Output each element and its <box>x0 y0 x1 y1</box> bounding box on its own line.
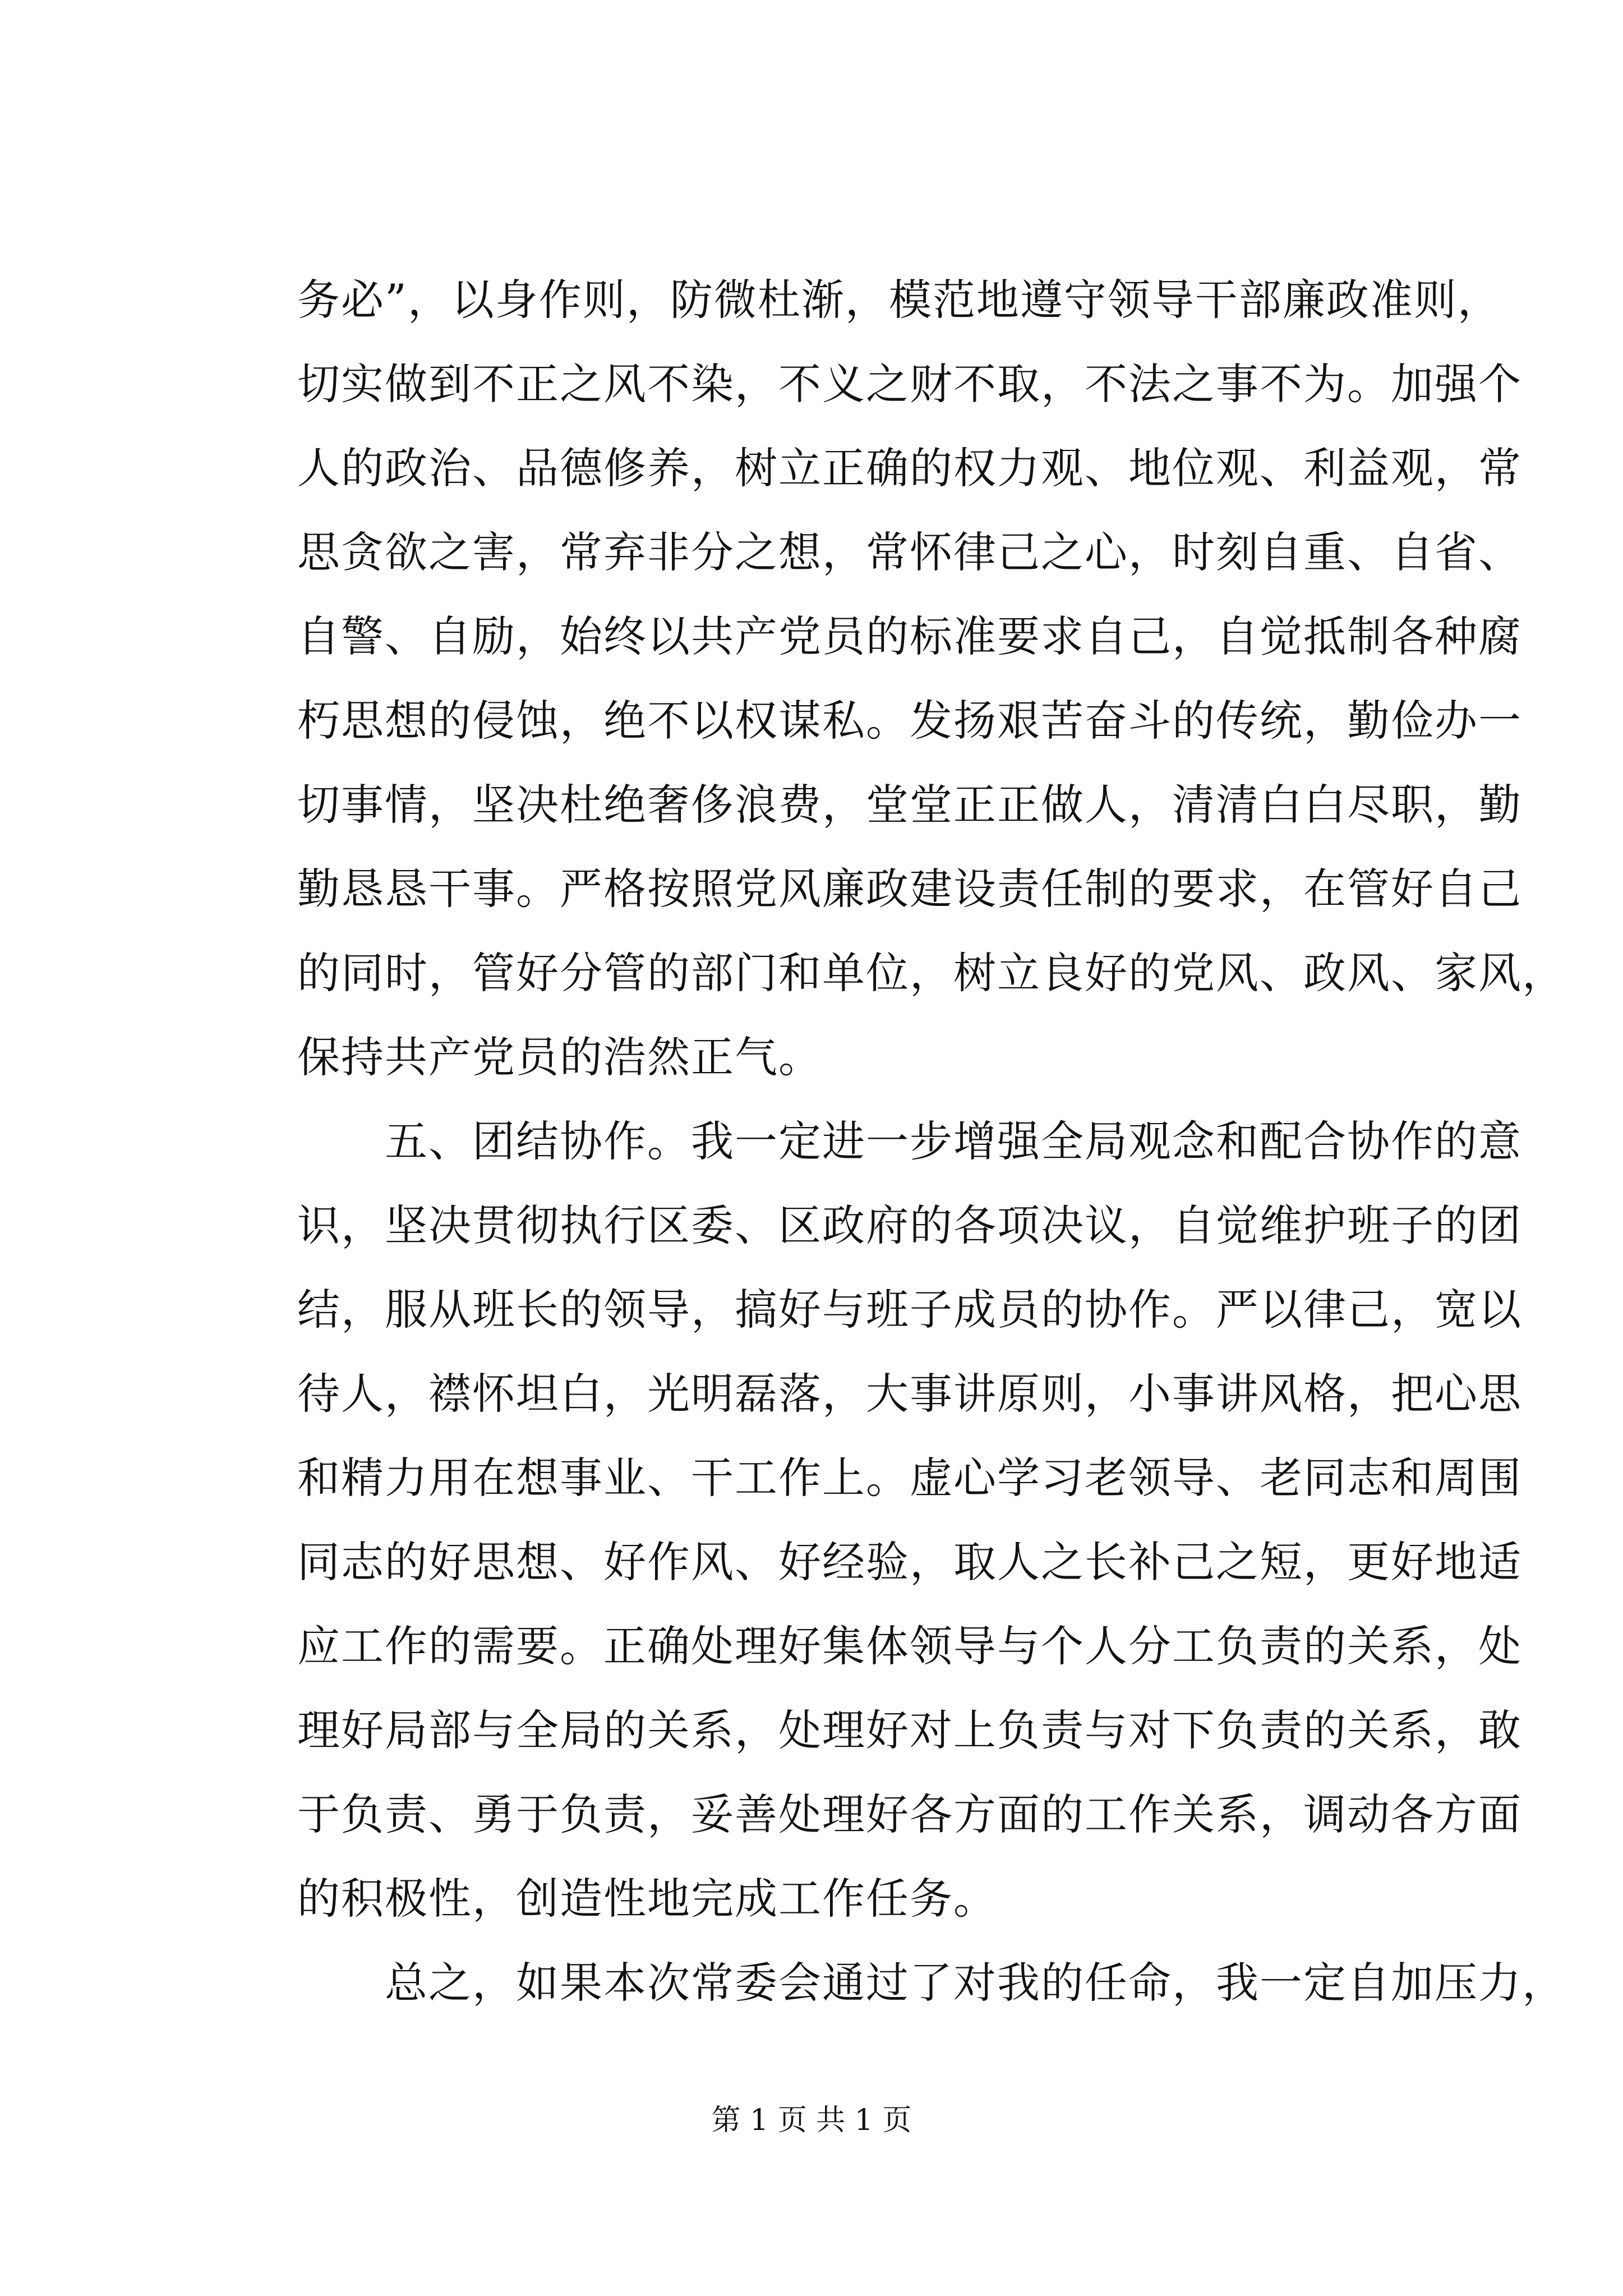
text-line: 待人，襟怀坦白，光明磊落，大事讲原则，小事讲风格，把心思 <box>297 1369 1522 1419</box>
text-line: 的积极性，创造性地完成工作任务。 <box>297 1874 997 1924</box>
text-line: 的同时，管好分管的部门和单位，树立良好的党风、政风、家风， <box>297 948 1566 998</box>
text-line: 务必”，以身作则，防微杜渐，模范地遵守领导干部廉政准则， <box>297 275 1501 325</box>
text-line: 和精力用在想事业、干工作上。虚心学习老领导、老同志和周围 <box>297 1453 1522 1503</box>
text-line: 总之，如果本次常委会通过了对我的任命，我一定自加压力， <box>297 1958 1566 2008</box>
text-line: 思贪欲之害，常弃非分之想，常怀律己之心，时刻自重、自省、 <box>297 527 1522 577</box>
text-line: 结，服从班长的领导，搞好与班子成员的协作。严以律己，宽以 <box>297 1285 1522 1335</box>
text-line: 朽思想的侵蚀，绝不以权谋私。发扬艰苦奋斗的传统，勤俭办一 <box>297 696 1522 746</box>
text-line: 同志的好思想、好作风、好经验，取人之长补己之短，更好地适 <box>297 1537 1522 1587</box>
text-line: 理好局部与全局的关系，处理好对上负责与对下负责的关系，敢 <box>297 1705 1522 1755</box>
text-line: 于负责、勇于负责，妥善处理好各方面的工作关系，调动各方面 <box>297 1789 1522 1839</box>
page-number-label: 第 1 页 共 1 页 <box>711 2104 912 2137</box>
text-line: 应工作的需要。正确处理好集体领导与个人分工负责的关系，处 <box>297 1621 1522 1671</box>
text-line: 切事情，坚决杜绝奢侈浪费，堂堂正正做人，清清白白尽职，勤 <box>297 780 1522 830</box>
text-line: 识，坚决贯彻执行区委、区政府的各项决议，自觉维护班子的团 <box>297 1200 1522 1250</box>
text-line: 人的政治、品德修养，树立正确的权力观、地位观、利益观，常 <box>297 443 1522 493</box>
text-line: 切实做到不正之风不染，不义之财不取，不法之事不为。加强个 <box>297 359 1522 409</box>
text-line: 保持共产党员的浩然正气。 <box>297 1032 822 1082</box>
text-line: 勤恳恳干事。严格按照党风廉政建设责任制的要求，在管好自己 <box>297 864 1522 914</box>
text-line: 五、团结协作。我一定进一步增强全局观念和配合协作的意 <box>297 1116 1522 1166</box>
text-line: 自警、自励，始终以共产党员的标准要求自己，自觉抵制各种腐 <box>297 611 1522 661</box>
document-body <box>297 258 1566 2025</box>
page-footer <box>0 2098 1623 2143</box>
